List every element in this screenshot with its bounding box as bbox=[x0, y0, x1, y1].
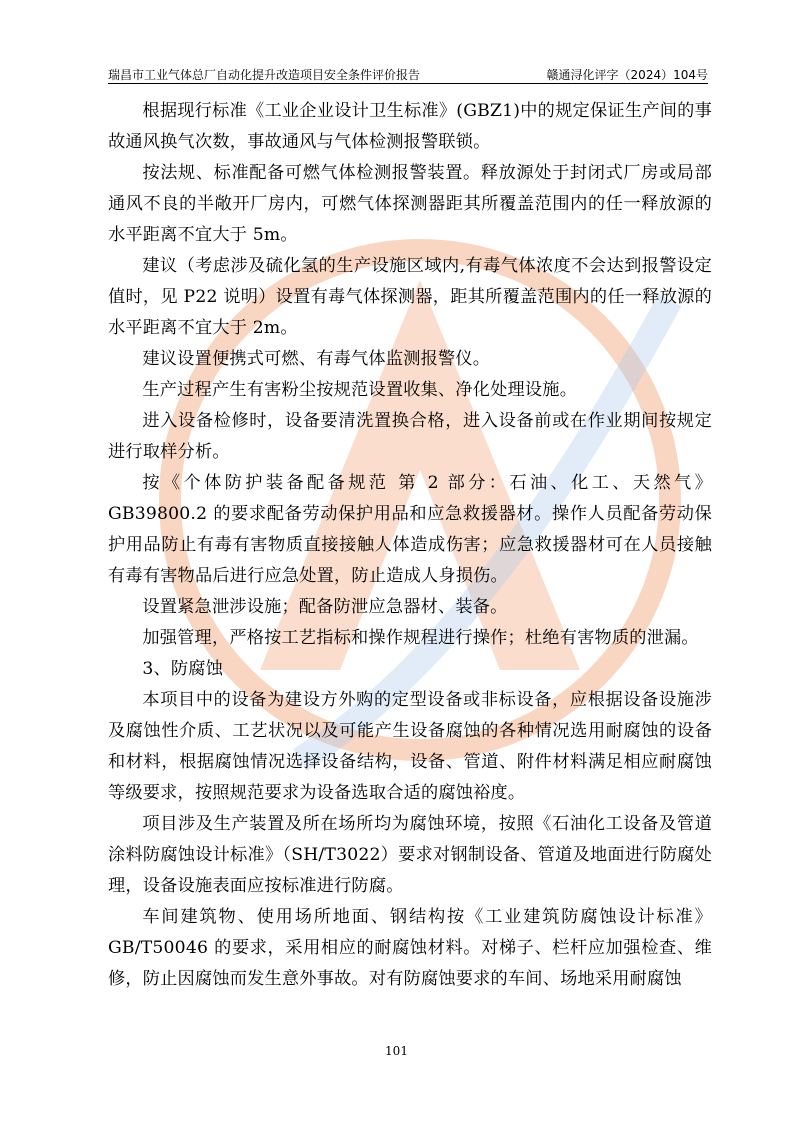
page-number: 101 bbox=[385, 1044, 408, 1058]
section-heading: 3、防腐蚀 bbox=[142, 659, 224, 679]
paragraph: 加强管理，严格按工艺指标和操作规程进行操作；杜绝有害物质的泄漏。 bbox=[142, 628, 699, 648]
report-code: 赣通浔化评字（2024）104号 bbox=[546, 68, 708, 82]
paragraph: 本项目中的设备为建设方外购的定型设备或非标设备，应根据设备设施涉及腐蚀性介质、工艺状况以及可能产生设备腐蚀的各种情况选用耐腐蚀的设备和材料，根据腐蚀情况选择设备结构，设备、管道、附件材料满足相应耐腐蚀等级要求，按照规范要求为设备选取合适的腐蚀裕度。 bbox=[108, 690, 712, 803]
paragraph: 按法规、标准配备可燃气体检测报警装置。释放源处于封闭式厂房或局部通风不良的半敞开厂房内，可燃气体探测器距其所覆盖范围内的任一释放源的水平距离不宜大于 5m。 bbox=[108, 163, 712, 245]
header-divider bbox=[108, 83, 708, 84]
body-text bbox=[108, 96, 712, 995]
paragraph: 设置紧急泄涉设施；配备防泄应急器材、装备。 bbox=[142, 597, 508, 617]
paragraph: 根据现行标准《工业企业设计卫生标准》(GBZ1)中的规定保证生产间的事故通风换气次数，事故通风与气体检测报警联锁。 bbox=[108, 101, 712, 152]
page-header bbox=[108, 66, 708, 83]
paragraph: 建议设置便携式可燃、有毒气体监测报警仪。 bbox=[142, 349, 491, 369]
report-title: 瑞昌市工业气体总厂自动化提升改造项目安全条件评价报告 bbox=[108, 68, 421, 82]
paragraph: 进入设备检修时，设备要清洗置换合格，进入设备前或在作业期间按规定进行取样分析。 bbox=[108, 411, 712, 462]
paragraph: 按《个体防护装备配备规范 第 2 部分：石油、化工、天然气》GB39800.2 的要求配备劳动保护用品和应急救援器材。操作人员配备劳动保护用品防止有毒有害物质直接接触人体造成伤害；应急救援器材可在人员接触有毒有害物品后进行应急处置，防止造成人身损伤。 bbox=[108, 473, 712, 586]
paragraph: 项目涉及生产装置及所在场所均为腐蚀环境，按照《石油化工设备及管道涂料防腐蚀设计标准》（SH/T3022）要求对钢制设备、管道及地面进行防腐处理，设备设施表面应按标准进行防腐。 bbox=[108, 814, 712, 896]
paragraph: 生产过程产生有害粉尘按规范设置收集、净化处理设施。 bbox=[142, 380, 578, 400]
paragraph: 建议（考虑涉及硫化氢的生产设施区域内,有毒气体浓度不会达到报警设定值时，见 P22 说明）设置有毒气体探测器，距其所覆盖范围内的任一释放源的水平距离不宜大于 2m。 bbox=[108, 256, 712, 338]
paragraph: 车间建筑物、使用场所地面、钢结构按《工业建筑防腐蚀设计标准》GB/T50046 的要求，采用相应的耐腐蚀材料。对梯子、栏杆应加强检查、维修，防止因腐蚀而发生意外事故。对有防腐蚀要求的车间、场地采用耐腐蚀 bbox=[108, 907, 712, 989]
